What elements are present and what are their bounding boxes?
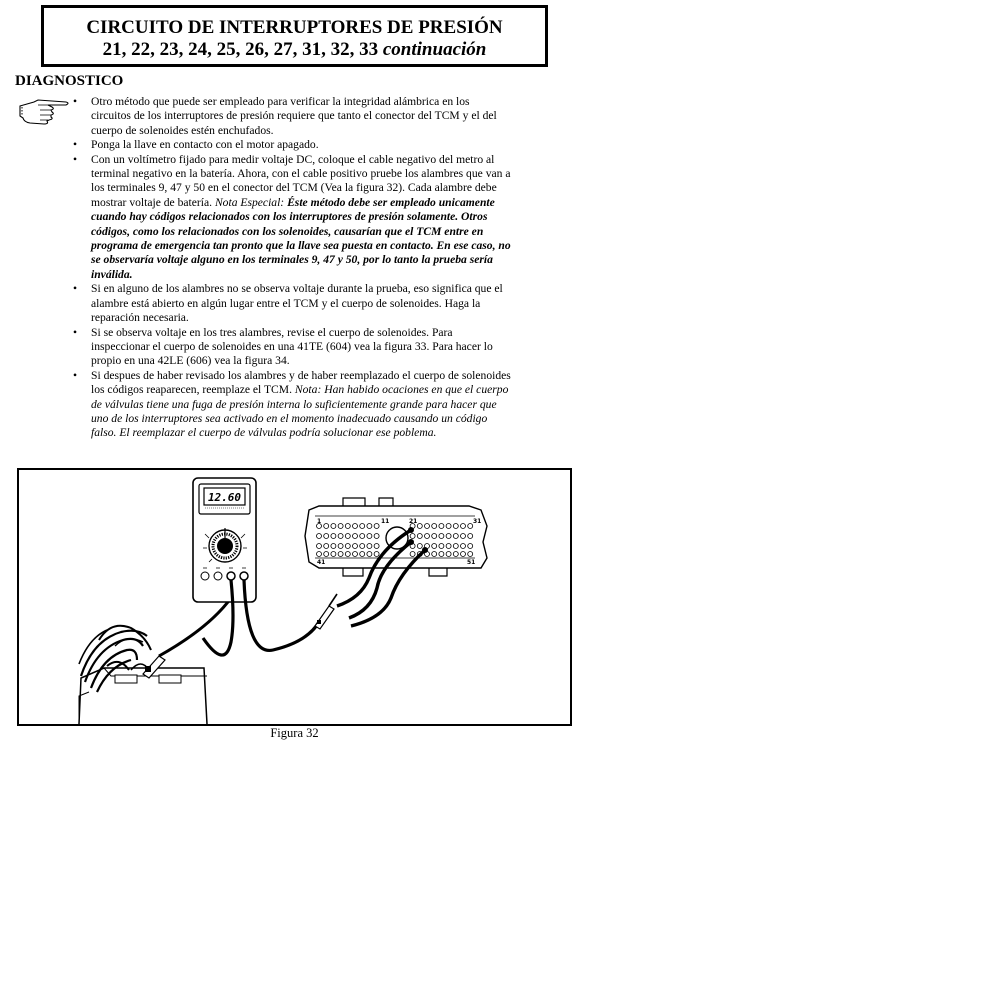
- connector-pin: [345, 524, 350, 529]
- connector-pin: [338, 552, 343, 557]
- title-continuation: continuación: [382, 39, 487, 60]
- connector-pin: [367, 552, 372, 557]
- list-item: [72, 153, 512, 283]
- page-title: CIRCUITO DE INTERRUPTORES DE PRESIÓN: [86, 17, 503, 38]
- connector-pin: [425, 524, 430, 529]
- step-text: Ponga la llave en contacto con el motor apagado.: [91, 138, 319, 152]
- battery-illustration: [79, 668, 207, 724]
- connector-pin: [374, 534, 379, 539]
- connector-mark-51: 51: [467, 559, 476, 566]
- connector-pin: [446, 524, 451, 529]
- connector-pin: [461, 552, 466, 557]
- connector-pin: [410, 552, 415, 557]
- connector-pin: [453, 534, 458, 539]
- connector-pin: [468, 534, 473, 539]
- connector-pin: [317, 552, 322, 557]
- connector-pin: [468, 544, 473, 549]
- connector-mark-21: 21: [409, 518, 418, 525]
- connector-pin: [461, 544, 466, 549]
- connector-pin: [345, 544, 350, 549]
- connector-pin: [439, 552, 444, 557]
- connector-pin: [360, 552, 365, 557]
- connector-pin: [367, 534, 372, 539]
- connector-pin: [432, 544, 437, 549]
- page-subtitle: [44, 39, 545, 61]
- section-title: DIAGNOSTICO: [15, 73, 124, 89]
- step-text: Si despues de haber revisado los alambres y de haber reemplazado el cuerpo de solenoides los códigos reaparecen, reemplaze el TCM.: [91, 368, 511, 397]
- connector-pin: [439, 534, 444, 539]
- connector-pin: [374, 552, 379, 557]
- figure-illustration: [19, 470, 570, 724]
- title-box: [41, 5, 548, 67]
- tcm-connector: [305, 498, 487, 576]
- connector-pin: [331, 552, 336, 557]
- connector-mark-31: 31: [473, 518, 482, 525]
- connector-pin: [331, 524, 336, 529]
- connector-pin: [360, 524, 365, 529]
- connector-pin: [331, 544, 336, 549]
- figure-32: [17, 468, 572, 726]
- connector-pin: [338, 524, 343, 529]
- negative-probe: [143, 598, 231, 678]
- connector-pin: [324, 524, 329, 529]
- step-text: Si en alguno de los alambres no se observa voltaje durante la prueba, eso significa que el alambre está abierto en algún lugar entre el TCM y el cuerpo de solenoides. Haga la reparación necesaria.: [91, 282, 503, 325]
- pointing-hand-icon: [18, 96, 72, 126]
- connector-pin: [417, 524, 422, 529]
- connector-pin: [345, 552, 350, 557]
- special-note-label: Nota Especial:: [214, 195, 288, 209]
- connector-pin: [353, 524, 358, 529]
- list-item: [72, 326, 512, 369]
- step-text: Si se observa voltaje en los tres alambres, revise el cuerpo de solenoides. Para inspeccionar el cuerpo de solenoides en una 41TE (604) vea la figura 33. Para hacer lo propio en una 42LE (606) vea la figura 34.: [91, 325, 493, 368]
- connector-pin: [338, 534, 343, 539]
- connector-pin: [461, 534, 466, 539]
- connector-pin: [425, 534, 430, 539]
- connector-pin: [317, 544, 322, 549]
- diagnostic-steps: [72, 95, 512, 441]
- connector-pin: [317, 534, 322, 539]
- connector-pin: [367, 524, 372, 529]
- list-item: [72, 369, 512, 441]
- connector-pin: [461, 524, 466, 529]
- connector-mark-41: 41: [317, 559, 326, 566]
- connector-pin: [432, 552, 437, 557]
- connector-pin: [374, 524, 379, 529]
- list-item: [72, 95, 512, 138]
- connector-pin: [360, 544, 365, 549]
- connector-pin: [324, 552, 329, 557]
- connector-pin: [468, 552, 473, 557]
- connector-pin: [410, 534, 415, 539]
- connector-pin: [453, 552, 458, 557]
- connector-pin: [446, 552, 451, 557]
- connector-pin: [353, 544, 358, 549]
- note-text: Nota: Han habido ocaciones en que el cuerpo de válvulas tiene una fuga de presión interna lo suficientemente grande para hacer que uno de los interruptores sea activado en el momento inadecuado causando un código falso. El reemplazar el cuerpo de válvulas podría solucionar ese poblema.: [91, 383, 509, 440]
- connector-pin: [345, 534, 350, 539]
- connector-pin: [453, 524, 458, 529]
- connector-pin: [331, 534, 336, 539]
- connector-pin: [417, 534, 422, 539]
- connector-pin: [324, 534, 329, 539]
- connector-pin: [353, 534, 358, 539]
- connector-pin: [432, 534, 437, 539]
- special-note-text: Éste método debe ser empleado unicamente cuando hay códigos relacionados con los interruptores de presión solamente. Otros códigos, como los relacionados con los solenoides, causarían que el TCM entre en programa de emergencia tan pronto que la llave sea puesta en contacto. En ese caso, no se observaría voltaje alguno en los terminales 9, 47 y 50, por lo tanto la prueba sería inválida.: [91, 195, 511, 281]
- connector-pin: [417, 544, 422, 549]
- connector-pin: [439, 544, 444, 549]
- meter-reading: 12.60: [207, 491, 242, 504]
- positive-probe: [315, 594, 337, 629]
- connector-pin: [446, 534, 451, 539]
- connector-pin: [338, 544, 343, 549]
- list-item: [72, 138, 512, 152]
- connector-pin: [446, 544, 451, 549]
- connector-pin: [367, 544, 372, 549]
- figure-caption: Figura 32: [270, 726, 319, 740]
- connector-pin: [439, 524, 444, 529]
- connector-pin: [360, 534, 365, 539]
- multimeter: [193, 478, 256, 602]
- connector-pin: [432, 524, 437, 529]
- connector-pin: [353, 552, 358, 557]
- connector-pin: [374, 544, 379, 549]
- connector-mark-11: 11: [381, 518, 390, 525]
- step-text: Otro método que puede ser empleado para verificar la integridad alámbrica en los circuitos de los interruptores de presión requiere que tanto el conector del TCM y el del cuerpo de solenoides estén enchufados.: [91, 95, 497, 137]
- connector-pin: [468, 524, 473, 529]
- step-text: Con un voltímetro fijado para medir voltaje DC, coloque el cable negativo del metro al terminal negativo en la batería. Ahora, con el cable positivo pruebe los alambres que van a los terminales 9, 47 y 50 en el conector del TCM (Vea la figura 32). Cada alambre debe mostrar voltaje de batería.: [91, 152, 511, 209]
- connector-pin: [324, 544, 329, 549]
- connector-mark-1: 1: [317, 518, 322, 525]
- list-item: [72, 282, 512, 325]
- connector-pin: [453, 544, 458, 549]
- title-codes: 21, 22, 23, 24, 25, 26, 27, 31, 32, 33: [102, 39, 379, 60]
